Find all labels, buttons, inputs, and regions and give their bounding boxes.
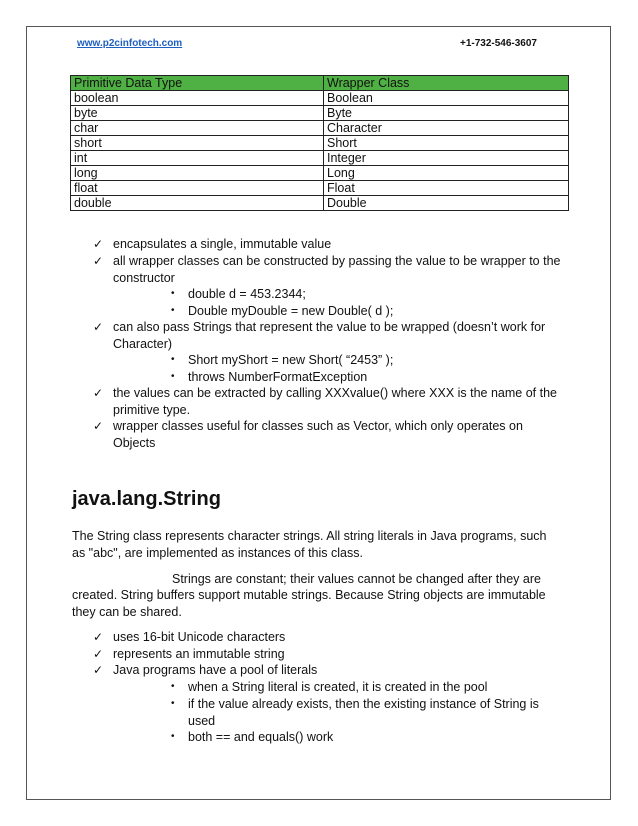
checkmark-icon: ✓ (93, 647, 104, 661)
sub-list-item-text: both == and equals() work (188, 730, 334, 744)
section-title: java.lang.String (72, 488, 221, 510)
table-row (71, 91, 569, 106)
sub-list-item-text: Double myDouble = new Double( d ); (188, 304, 394, 318)
page-header (77, 38, 537, 54)
table-cell: Character (324, 121, 569, 136)
checkmark-icon: ✓ (93, 630, 104, 644)
checkmark-icon: ✓ (93, 254, 104, 268)
table-cell: Integer (324, 151, 569, 166)
bullet-icon: • (171, 288, 175, 299)
checkmark-icon: ✓ (93, 237, 104, 251)
table-row (71, 121, 569, 136)
table-cell: float (71, 181, 324, 196)
paragraph: The String class represents character strings. All string literals in Java programs, such as "abc", are implemented as instances of this class. (72, 529, 547, 560)
table-cell: boolean (71, 91, 324, 106)
table-cell: char (71, 121, 324, 136)
wrapper-class-table (70, 75, 569, 211)
table-header-cell: Wrapper Class (324, 76, 569, 91)
table-cell: double (71, 196, 324, 211)
table-cell: Byte (324, 106, 569, 121)
phone-number: +1-732-546-3607 (459, 38, 537, 49)
table-cell: Short (324, 136, 569, 151)
list-item-text: wrapper classes useful for classes such as Vector, which only operates on Objects (113, 419, 523, 450)
checkmark-icon: ✓ (93, 663, 104, 677)
list-item-text: represents an immutable string (113, 647, 285, 661)
table-cell: long (71, 166, 324, 181)
checkmark-icon: ✓ (93, 386, 104, 400)
table-row (71, 181, 569, 196)
table-cell: int (71, 151, 324, 166)
bullet-icon: • (171, 731, 175, 742)
table-cell: Float (324, 181, 569, 196)
bullet-icon: • (171, 371, 175, 382)
paragraph-first-line: Strings are constant; their values cannot be changed after they are (172, 572, 541, 586)
checkmark-icon: ✓ (93, 320, 104, 334)
table-cell: Boolean (324, 91, 569, 106)
list-item-text: all wrapper classes can be constructed by passing the value to be wrapper to the constructor (113, 254, 561, 285)
table-cell: Double (324, 196, 569, 211)
table-header-cell: Primitive Data Type (71, 76, 324, 91)
table-row (71, 166, 569, 181)
list-item-text: encapsulates a single, immutable value (113, 237, 332, 251)
paragraph: created. String buffers support mutable strings. Because String objects are immutable they can be shared. (72, 588, 546, 619)
table-row (71, 106, 569, 121)
list-item-text: uses 16-bit Unicode characters (113, 630, 286, 644)
sub-list-item-text: Short myShort = new Short( “2453” ); (188, 353, 394, 367)
sub-list-item-text: double d = 453.2344; (188, 287, 306, 301)
list-item-text: the values can be extracted by calling XXXvalue() where XXX is the name of the primitive type. (113, 386, 557, 417)
table-row (71, 196, 569, 211)
bullet-icon: • (171, 305, 175, 316)
bullet-icon: • (171, 698, 175, 709)
website-link[interactable]: www.p2cinfotech.com (77, 38, 183, 49)
table-cell: Long (324, 166, 569, 181)
sub-list-item-text: if the value already exists, then the existing instance of String is used (188, 697, 539, 728)
table-cell: short (71, 136, 324, 151)
sub-list-item-text: throws NumberFormatException (188, 370, 368, 384)
bullet-icon: • (171, 681, 175, 692)
list-item-text: can also pass Strings that represent the value to be wrapped (doesn’t work for Character) (113, 320, 546, 351)
sub-list-item-text: when a String literal is created, it is created in the pool (188, 680, 488, 694)
table-cell: byte (71, 106, 324, 121)
table-header-row (71, 76, 569, 91)
table-row (71, 151, 569, 166)
checkmark-icon: ✓ (93, 419, 104, 433)
table-row (71, 136, 569, 151)
bullet-icon: • (171, 354, 175, 365)
list-item-text: Java programs have a pool of literals (113, 663, 318, 677)
